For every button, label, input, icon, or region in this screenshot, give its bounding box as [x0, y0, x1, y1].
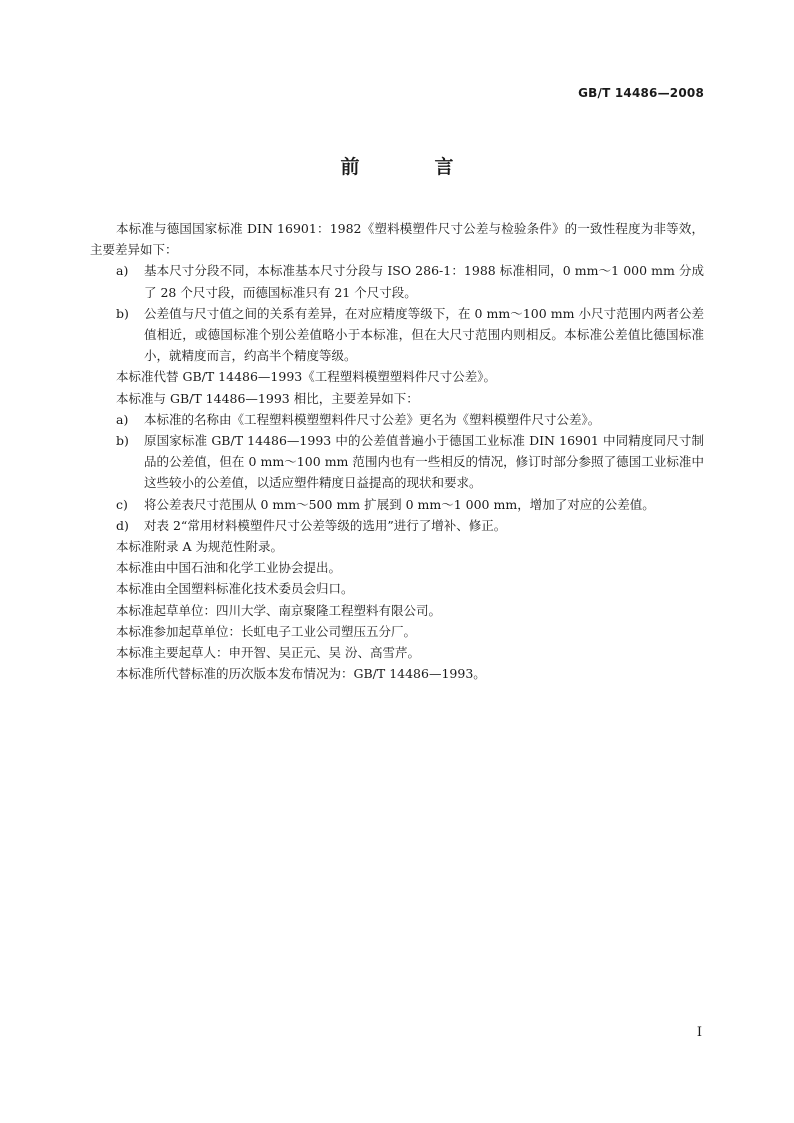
list-marker: a) [116, 263, 129, 279]
list-item-text: 本标准的名称由《工程塑料模塑塑料件尺寸公差》更名为《塑料模塑件尺寸公差》。 [144, 411, 601, 427]
intro-paragraph: 本标准与德国国家标准 DIN 16901：1982《塑料模塑件尺寸公差与检验条件》的一致性程度为非等效，主要差异如下： [90, 221, 704, 258]
list-item-text: 基本尺寸分段不同，本标准基本尺寸分段与 ISO 286-1：1988 标准相同，0 mm～1 000 mm 分成了 28 个尺寸段，而德国标准只有 21 个尺寸段。 [144, 263, 704, 300]
list-marker: b) [116, 305, 129, 321]
list-marker: b) [116, 433, 129, 449]
list-item [90, 260, 704, 302]
history-paragraph: 本标准所代替标准的历次版本发布情况为：GB/T 14486—1993。 [116, 666, 486, 682]
list-marker: a) [116, 411, 129, 427]
comparison-paragraph: 本标准与 GB/T 14486—1993 相比，主要差异如下： [116, 390, 419, 406]
replacement-paragraph: 本标准代替 GB/T 14486—1993《工程塑料模塑塑料件尺寸公差》。 [116, 369, 496, 385]
list-item-text: 原国家标准 GB/T 14486—1993 中的公差值普遍小于德国工业标准 DIN 16901 中同精度同尺寸制品的公差值，但在 0 mm～100 mm 范围内也有一些相反的情况，修订时部分参照了德国工业标准中这些较小的公差值，以适应塑件精度日益提高的现状和要求。 [144, 433, 704, 491]
committee-paragraph: 本标准由全国塑料标准化技术委员会归口。 [116, 581, 354, 597]
list-item [90, 409, 704, 430]
page-title: 前 言 [340, 156, 482, 178]
list-item-text: 将公差表尺寸范围从 0 mm～500 mm 扩展到 0 mm～1 000 mm，增加了对应的公差值。 [144, 496, 655, 512]
document-body [90, 218, 704, 684]
list-item [90, 494, 704, 515]
list-item [90, 515, 704, 536]
page-number: I [696, 1025, 702, 1040]
drafting-units-paragraph: 本标准起草单位：四川大学、南京聚隆工程塑料有限公司。 [116, 602, 442, 618]
list-item-text: 对表 2“常用材料模塑件尺寸公差等级的选用”进行了增补、修正。 [144, 517, 507, 533]
list-item [90, 430, 704, 494]
standard-code: GB/T 14486—2008 [578, 86, 704, 100]
list-item-text: 公差值与尺寸值之间的关系有差异，在对应精度等级下，在 0 mm～100 mm 小尺寸范围内两者公差值相近，或德国标准个别公差值略小于本标准，但在大尺寸范围内则相反。本标准公差值比德国标准小，就精度而言，约高半个精度等级。 [144, 305, 704, 364]
annex-paragraph: 本标准附录 A 为规范性附录。 [116, 539, 283, 555]
proposer-paragraph: 本标准由中国石油和化学工业协会提出。 [116, 560, 342, 576]
list-item [90, 303, 704, 367]
participating-units-paragraph: 本标准参加起草单位：长虹电子工业公司塑压五分厂。 [116, 623, 417, 639]
drafters-paragraph: 本标准主要起草人：申开智、吴正元、吴 汾、高雪芹。 [116, 645, 420, 661]
list-marker: c) [116, 496, 128, 512]
list-marker: d) [116, 517, 129, 533]
